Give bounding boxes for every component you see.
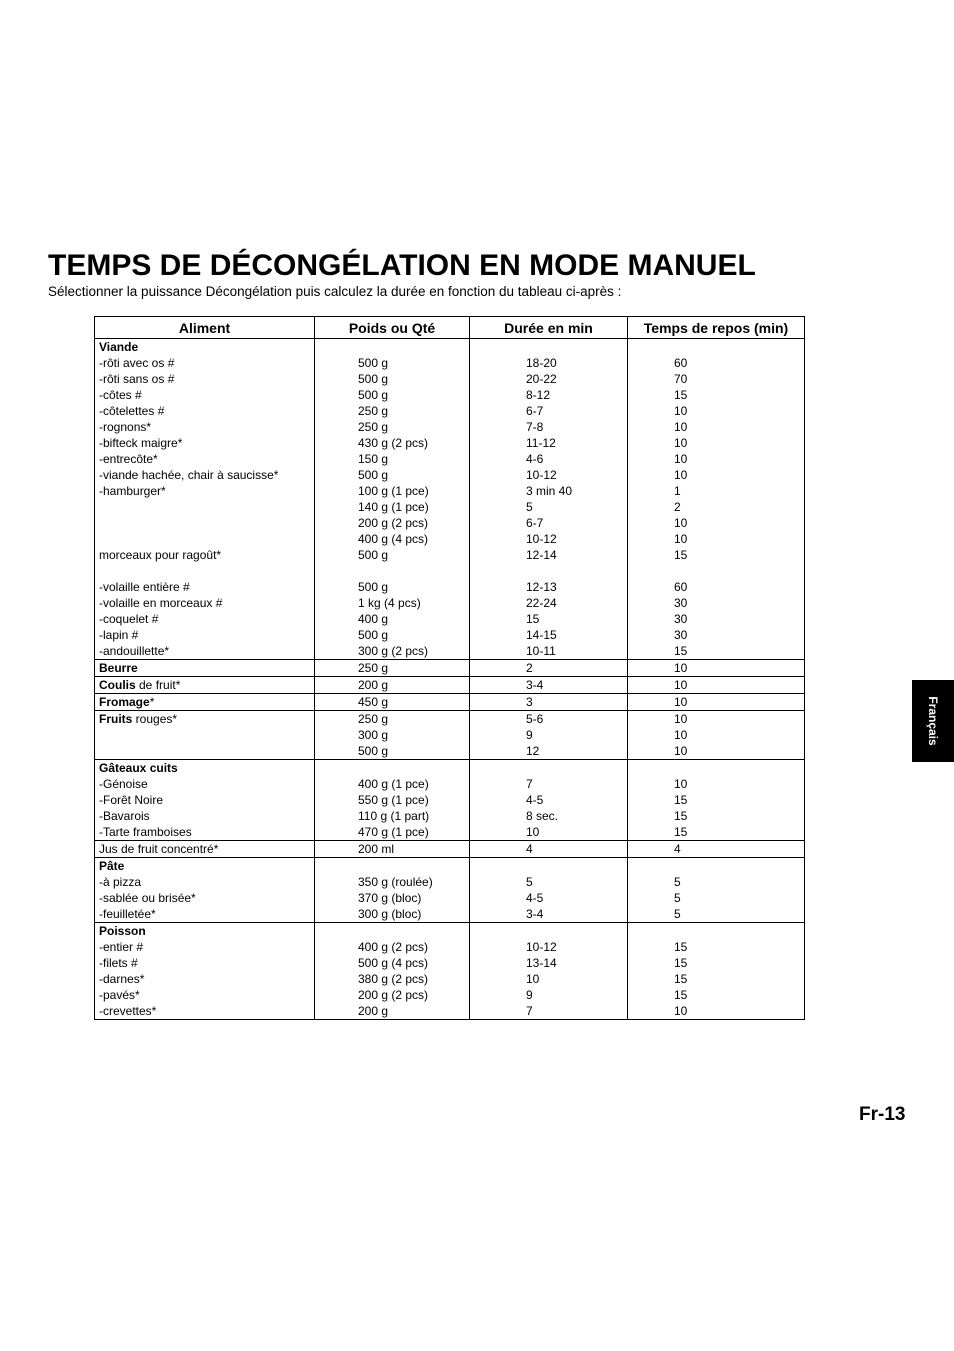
table-body <box>95 339 805 1020</box>
cell-poids: 200 g <box>315 1003 470 1020</box>
table-row <box>95 923 805 940</box>
table-row <box>95 435 805 451</box>
table-row <box>95 890 805 906</box>
table-row <box>95 627 805 643</box>
cell-poids: 500 g <box>315 547 470 563</box>
table-row <box>95 371 805 387</box>
cell-duree: 15 <box>470 611 628 627</box>
cell-aliment <box>95 858 315 875</box>
cell-repos: 10 <box>628 467 805 483</box>
aliment-name: -filets # <box>99 956 138 970</box>
table-row <box>95 563 805 579</box>
aliment-name: -volaille en morceaux # <box>99 596 223 610</box>
cell-duree: 3 <box>470 694 628 711</box>
cell-poids: 550 g (1 pce) <box>315 792 470 808</box>
table-row <box>95 579 805 595</box>
cell-poids: 470 g (1 pce) <box>315 824 470 841</box>
cell-repos: 5 <box>628 906 805 923</box>
cell-poids: 200 ml <box>315 841 470 858</box>
cell-aliment <box>95 483 315 499</box>
cell-poids: 300 g (2 pcs) <box>315 643 470 660</box>
aliment-category: Coulis <box>99 678 136 692</box>
cell-aliment <box>95 677 315 694</box>
aliment-name: -Bavarois <box>99 809 150 823</box>
cell-repos: 10 <box>628 660 805 677</box>
table-row <box>95 760 805 777</box>
header-repos: Temps de repos (min) <box>628 317 805 339</box>
cell-repos: 15 <box>628 792 805 808</box>
cell-poids: 300 g (bloc) <box>315 906 470 923</box>
cell-poids: 140 g (1 pce) <box>315 499 470 515</box>
table-row <box>95 339 805 356</box>
cell-duree: 6-7 <box>470 403 628 419</box>
cell-aliment <box>95 987 315 1003</box>
cell-poids: 350 g (roulée) <box>315 874 470 890</box>
cell-aliment <box>95 595 315 611</box>
aliment-name: -viande hachée, chair à saucisse* <box>99 468 279 482</box>
cell-duree <box>470 563 628 579</box>
cell-duree: 3-4 <box>470 906 628 923</box>
cell-poids: 200 g (2 pcs) <box>315 987 470 1003</box>
cell-duree <box>470 760 628 777</box>
table-row <box>95 711 805 728</box>
cell-aliment <box>95 874 315 890</box>
cell-aliment <box>95 660 315 677</box>
aliment-name: -Forêt Noire <box>99 793 164 807</box>
table-row <box>95 467 805 483</box>
header-poids: Poids ou Qté <box>315 317 470 339</box>
cell-aliment <box>95 906 315 923</box>
cell-poids: 370 g (bloc) <box>315 890 470 906</box>
cell-aliment <box>95 890 315 906</box>
cell-poids: 300 g <box>315 727 470 743</box>
cell-poids: 200 g (2 pcs) <box>315 515 470 531</box>
cell-duree: 18-20 <box>470 355 628 371</box>
aliment-name: -rôti avec os # <box>99 356 175 370</box>
table-row <box>95 419 805 435</box>
table-row <box>95 611 805 627</box>
cell-repos: 5 <box>628 890 805 906</box>
aliment-category: Fruits <box>99 712 133 726</box>
cell-poids <box>315 858 470 875</box>
cell-poids: 500 g <box>315 467 470 483</box>
aliment-name: -hamburger* <box>99 484 166 498</box>
cell-aliment <box>95 515 315 531</box>
cell-repos <box>628 563 805 579</box>
cell-repos: 70 <box>628 371 805 387</box>
cell-duree <box>470 858 628 875</box>
table-header-row <box>95 317 805 339</box>
cell-aliment <box>95 579 315 595</box>
cell-aliment <box>95 547 315 563</box>
table-row <box>95 355 805 371</box>
cell-aliment <box>95 355 315 371</box>
table-row <box>95 483 805 499</box>
header-aliment: Aliment <box>95 317 315 339</box>
aliment-name: -feuilletée* <box>99 907 156 921</box>
cell-repos: 10 <box>628 743 805 760</box>
cell-repos: 5 <box>628 874 805 890</box>
cell-aliment <box>95 403 315 419</box>
cell-poids: 500 g <box>315 579 470 595</box>
cell-poids: 100 g (1 pce) <box>315 483 470 499</box>
aliment-name: de fruit* <box>135 678 181 692</box>
cell-poids: 400 g (1 pce) <box>315 776 470 792</box>
cell-duree: 20-22 <box>470 371 628 387</box>
cell-poids: 1 kg (4 pcs) <box>315 595 470 611</box>
cell-repos: 15 <box>628 387 805 403</box>
cell-repos: 30 <box>628 595 805 611</box>
cell-duree: 8-12 <box>470 387 628 403</box>
table-row <box>95 1003 805 1020</box>
table-row <box>95 515 805 531</box>
table-row <box>95 955 805 971</box>
cell-duree: 9 <box>470 987 628 1003</box>
aliment-name: -Génoise <box>99 777 148 791</box>
cell-duree: 9 <box>470 727 628 743</box>
cell-poids: 500 g (4 pcs) <box>315 955 470 971</box>
aliment-name: -à pizza <box>99 875 142 889</box>
cell-repos: 10 <box>628 531 805 547</box>
table-row <box>95 547 805 563</box>
aliment-name: -rôti sans os # <box>99 372 175 386</box>
cell-repos: 15 <box>628 643 805 660</box>
cell-aliment <box>95 923 315 940</box>
table-row <box>95 841 805 858</box>
table-row <box>95 660 805 677</box>
cell-duree <box>470 923 628 940</box>
cell-aliment <box>95 451 315 467</box>
aliment-name: -bifteck maigre* <box>99 436 183 450</box>
table-row <box>95 776 805 792</box>
cell-poids: 250 g <box>315 711 470 728</box>
aliment-category: Poisson <box>99 924 146 938</box>
aliment-name: rouges* <box>132 712 178 726</box>
cell-poids <box>315 760 470 777</box>
cell-poids: 400 g <box>315 611 470 627</box>
table-row <box>95 743 805 760</box>
cell-aliment <box>95 792 315 808</box>
cell-aliment <box>95 419 315 435</box>
defrost-time-table <box>94 316 805 1020</box>
aliment-name: -pavés* <box>99 988 140 1002</box>
table-row <box>95 643 805 660</box>
page-subtitle: Sélectionner la puissance Décongélation puis calculez la durée en fonction du tableau ci-après : <box>48 284 622 299</box>
cell-repos: 10 <box>628 727 805 743</box>
cell-aliment <box>95 694 315 711</box>
cell-repos: 10 <box>628 403 805 419</box>
cell-repos: 10 <box>628 776 805 792</box>
cell-duree <box>470 339 628 356</box>
table-row <box>95 677 805 694</box>
cell-poids: 500 g <box>315 743 470 760</box>
language-tab-label: Français <box>926 696 940 746</box>
cell-repos: 1 <box>628 483 805 499</box>
aliment-name: morceaux pour ragoût* <box>99 548 222 562</box>
table-row <box>95 824 805 841</box>
cell-repos: 10 <box>628 419 805 435</box>
cell-aliment <box>95 727 315 743</box>
aliment-name: -entrecôte* <box>99 452 158 466</box>
cell-repos: 15 <box>628 824 805 841</box>
cell-aliment <box>95 627 315 643</box>
aliment-category: Beurre <box>99 661 138 675</box>
cell-aliment <box>95 371 315 387</box>
cell-duree: 4 <box>470 841 628 858</box>
cell-duree: 12 <box>470 743 628 760</box>
cell-aliment <box>95 939 315 955</box>
cell-poids <box>315 563 470 579</box>
table-row <box>95 906 805 923</box>
table-row <box>95 531 805 547</box>
cell-repos: 10 <box>628 435 805 451</box>
cell-repos: 15 <box>628 987 805 1003</box>
aliment-name: -crevettes* <box>99 1004 157 1018</box>
cell-aliment <box>95 824 315 841</box>
cell-aliment <box>95 563 315 579</box>
cell-duree: 10-11 <box>470 643 628 660</box>
table-row <box>95 694 805 711</box>
aliment-name: -Tarte framboises <box>99 825 192 839</box>
cell-aliment <box>95 841 315 858</box>
aliment-name: Jus de fruit concentré* <box>99 842 219 856</box>
aliment-name: -côtes # <box>99 388 142 402</box>
aliment-name: -entier # <box>99 940 144 954</box>
cell-repos: 15 <box>628 971 805 987</box>
cell-poids: 400 g (4 pcs) <box>315 531 470 547</box>
cell-duree: 5 <box>470 874 628 890</box>
cell-repos: 60 <box>628 355 805 371</box>
cell-poids: 500 g <box>315 627 470 643</box>
language-tab <box>912 680 954 762</box>
cell-duree: 5 <box>470 499 628 515</box>
table-row <box>95 939 805 955</box>
cell-duree: 12-14 <box>470 547 628 563</box>
cell-repos: 4 <box>628 841 805 858</box>
cell-poids: 400 g (2 pcs) <box>315 939 470 955</box>
cell-repos: 15 <box>628 808 805 824</box>
cell-aliment <box>95 643 315 660</box>
table-row <box>95 874 805 890</box>
aliment-category: Viande <box>99 340 139 354</box>
cell-poids: 200 g <box>315 677 470 694</box>
aliment-name: -darnes* <box>99 972 145 986</box>
cell-duree: 6-7 <box>470 515 628 531</box>
aliment-category: Pâte <box>99 859 125 873</box>
cell-duree: 10 <box>470 824 628 841</box>
aliment-name: -coquelet # <box>99 612 159 626</box>
cell-duree: 5-6 <box>470 711 628 728</box>
page-title: TEMPS DE DÉCONGÉLATION EN MODE MANUEL <box>48 249 756 282</box>
cell-repos: 10 <box>628 711 805 728</box>
cell-poids <box>315 339 470 356</box>
cell-aliment <box>95 499 315 515</box>
aliment-name: -côtelettes # <box>99 404 165 418</box>
aliment-name: -volaille entière # <box>99 580 190 594</box>
cell-aliment <box>95 743 315 760</box>
table-row <box>95 727 805 743</box>
cell-duree: 12-13 <box>470 579 628 595</box>
cell-duree: 3-4 <box>470 677 628 694</box>
cell-repos: 2 <box>628 499 805 515</box>
cell-poids: 450 g <box>315 694 470 711</box>
cell-duree: 14-15 <box>470 627 628 643</box>
cell-repos: 30 <box>628 627 805 643</box>
cell-poids: 500 g <box>315 387 470 403</box>
cell-repos: 10 <box>628 451 805 467</box>
cell-poids: 380 g (2 pcs) <box>315 971 470 987</box>
cell-poids: 430 g (2 pcs) <box>315 435 470 451</box>
cell-repos <box>628 339 805 356</box>
cell-poids <box>315 923 470 940</box>
aliment-name: * <box>149 695 155 709</box>
cell-repos: 30 <box>628 611 805 627</box>
cell-repos: 10 <box>628 1003 805 1020</box>
aliment-name: -lapin # <box>99 628 139 642</box>
cell-repos <box>628 858 805 875</box>
cell-repos: 15 <box>628 955 805 971</box>
table-row <box>95 403 805 419</box>
cell-poids: 500 g <box>315 355 470 371</box>
aliment-name: -sablée ou brisée* <box>99 891 196 905</box>
cell-duree: 4-5 <box>470 792 628 808</box>
cell-duree: 7-8 <box>470 419 628 435</box>
cell-repos <box>628 760 805 777</box>
cell-duree: 10-12 <box>470 531 628 547</box>
cell-aliment <box>95 1003 315 1020</box>
table-row <box>95 595 805 611</box>
table-row <box>95 387 805 403</box>
cell-repos: 15 <box>628 939 805 955</box>
cell-poids: 500 g <box>315 371 470 387</box>
cell-duree: 10 <box>470 971 628 987</box>
table-row <box>95 808 805 824</box>
cell-aliment <box>95 531 315 547</box>
cell-aliment <box>95 971 315 987</box>
cell-duree: 11-12 <box>470 435 628 451</box>
table-row <box>95 499 805 515</box>
cell-aliment <box>95 435 315 451</box>
cell-duree: 8 sec. <box>470 808 628 824</box>
aliment-category: Fromage <box>99 695 150 709</box>
cell-duree: 7 <box>470 1003 628 1020</box>
header-duree: Durée en min <box>470 317 628 339</box>
aliment-name: -rognons* <box>99 420 152 434</box>
cell-aliment <box>95 467 315 483</box>
cell-duree: 10-12 <box>470 467 628 483</box>
cell-poids: 150 g <box>315 451 470 467</box>
cell-duree: 10-12 <box>470 939 628 955</box>
cell-poids: 250 g <box>315 403 470 419</box>
cell-aliment <box>95 760 315 777</box>
cell-aliment <box>95 611 315 627</box>
page-number: Fr-13 <box>859 1104 906 1125</box>
aliment-category: Gâteaux cuits <box>99 761 178 775</box>
table-row <box>95 792 805 808</box>
cell-duree: 3 min 40 <box>470 483 628 499</box>
table-row <box>95 858 805 875</box>
cell-aliment <box>95 955 315 971</box>
cell-aliment <box>95 808 315 824</box>
cell-repos: 10 <box>628 694 805 711</box>
cell-poids: 110 g (1 part) <box>315 808 470 824</box>
cell-repos: 15 <box>628 547 805 563</box>
table-row <box>95 987 805 1003</box>
cell-aliment <box>95 339 315 356</box>
cell-aliment <box>95 711 315 728</box>
cell-duree: 2 <box>470 660 628 677</box>
cell-poids: 250 g <box>315 660 470 677</box>
cell-duree: 13-14 <box>470 955 628 971</box>
cell-aliment <box>95 387 315 403</box>
cell-duree: 7 <box>470 776 628 792</box>
cell-repos: 10 <box>628 677 805 694</box>
table-row <box>95 451 805 467</box>
cell-duree: 4-5 <box>470 890 628 906</box>
aliment-name: -andouillette* <box>99 644 170 658</box>
cell-poids: 250 g <box>315 419 470 435</box>
cell-duree: 4-6 <box>470 451 628 467</box>
cell-duree: 22-24 <box>470 595 628 611</box>
cell-aliment <box>95 776 315 792</box>
cell-repos <box>628 923 805 940</box>
cell-repos: 60 <box>628 579 805 595</box>
table-row <box>95 971 805 987</box>
cell-repos: 10 <box>628 515 805 531</box>
